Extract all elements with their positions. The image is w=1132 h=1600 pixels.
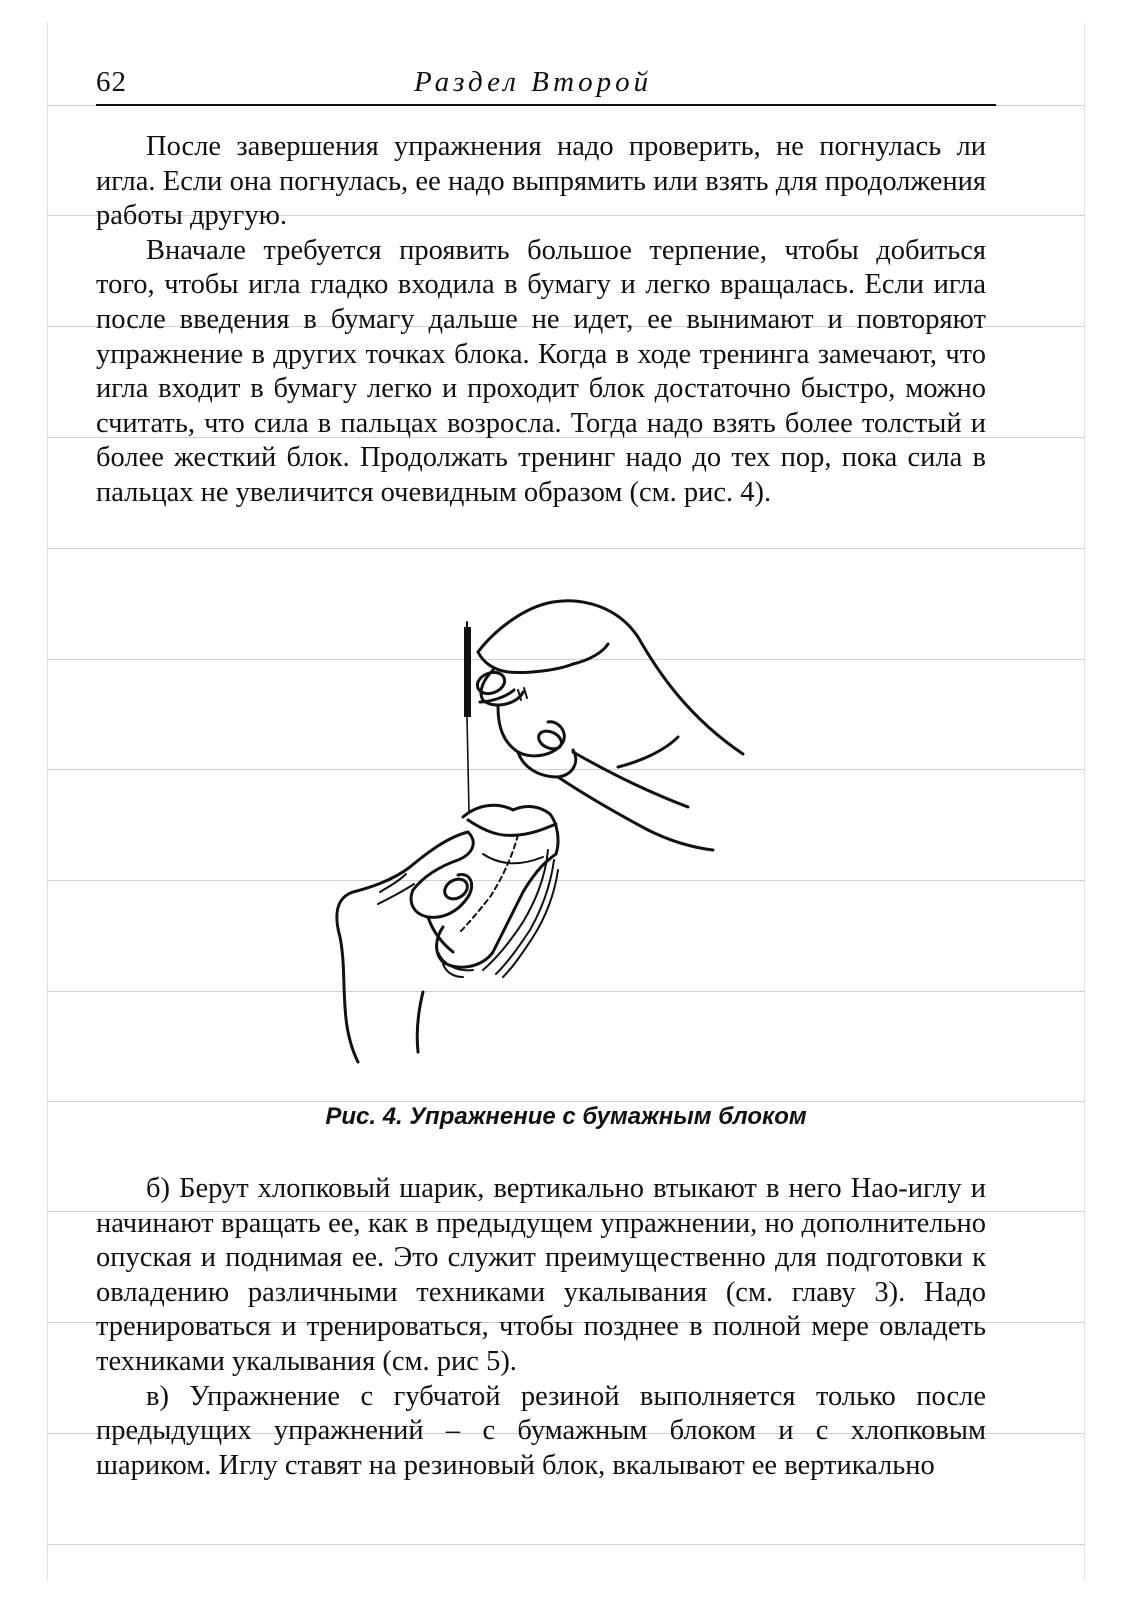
paragraph: После завершения упражнения надо проверить, не погнулась ли игла. Если она погнулась, ее надо выпрямить или взять для продолжения работы другую.	[96, 131, 986, 232]
paragraph: в) Упражнение с губчатой резиной выполняется только после предыдущих упражнений – с бумажным блоком и с хлопковым шариком. Иглу ставят на резиновый блок, вкалывают ее вертикально	[96, 1380, 986, 1481]
text-block-top	[96, 130, 986, 511]
paragraph: Вначале требуется проявить большое терпение, чтобы добиться того, чтобы игла гладко входила в бумагу и легко вращалась. Если игла после введения в бумагу дальше не идет, ее вынимают и повторяют упражнение в других точках блока. Когда в ходе тренинга замечают, что игла входит в бумагу легко и проходит блок достаточно быстро, можно считать, что сила в пальцах возросла. Тогда надо взять более толстый и более жесткий блок. Продолжать тренинг надо до тех пор, пока сила в пальцах не увеличится очевидным образом (см. рис. 4).	[96, 234, 986, 508]
paragraph: б) Берут хлопковый шарик, вертикально втыкают в него Нао-иглу и начинают вращать ее, как в предыдущем упражнении, но дополнительно опуская и поднимая ее. Это служит преимущественно для подготовки к овладению различными техниками укалывания (см. главу 3). Надо тренироваться и тренироваться, чтобы позднее в полной мере овладеть техниками укалывания (см. рис 5).	[96, 1173, 986, 1377]
text-block-bottom	[96, 1172, 986, 1483]
figure-caption: Рис. 4. Упражнение с бумажным блоком	[325, 1103, 807, 1130]
header-rule	[96, 104, 996, 106]
figure-illustration	[318, 592, 768, 1082]
paper-block-drawing	[437, 805, 558, 977]
page-number: 62	[96, 66, 127, 98]
needle-drawing	[464, 622, 471, 812]
page-header	[96, 66, 996, 106]
guide-line	[47, 1101, 1085, 1102]
lower-hand-drawing	[337, 832, 473, 1062]
guide-line	[47, 1544, 1085, 1545]
guide-line	[47, 548, 1085, 549]
section-title: Раздел Второй	[414, 66, 653, 98]
upper-hand-drawing	[474, 601, 743, 850]
